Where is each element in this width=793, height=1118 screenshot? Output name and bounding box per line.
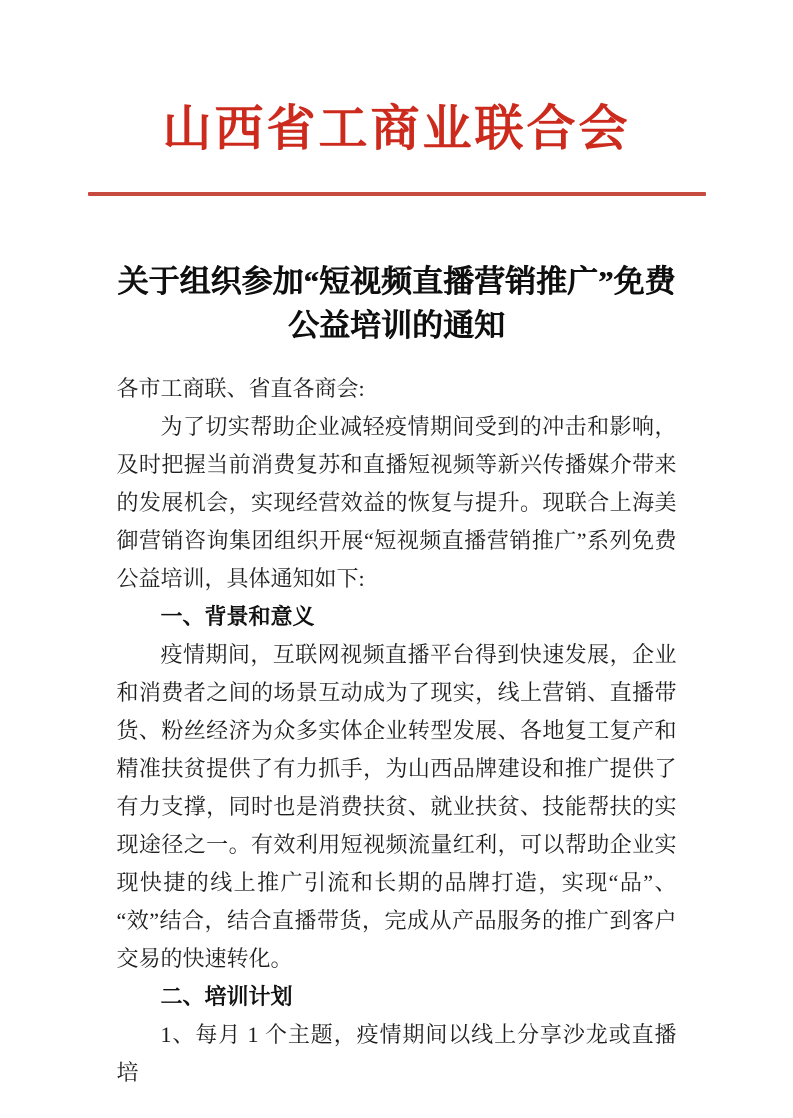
notice-title: [0, 260, 793, 348]
letterhead-org-name: 山西省工商业联合会: [162, 101, 631, 156]
salutation: 各市工商联、省直各商会:: [116, 376, 365, 402]
section-background-paragraph: 疫情期间，互联网视频直播平台得到快速发展，企业和消费者之间的场景互动成为了现实，线上营销、直播带货、粉丝经济为众多实体企业转型发展、各地复工复产和精准扶贫提供了有力抓手，为山西品牌建设和推广提供了有力支撑，同时也是消费扶贫、就业扶贫、技能帮扶的实现途径之一。有效利用短视频流量红利，可以帮助企业实现快捷的线上推广引流和长期的品牌打造，实现“品”、“效”结合，结合直播带货，完成从产品服务的推广到客户交易的快速转化。: [116, 642, 677, 972]
notice-title-line-1: 关于组织参加“短视频直播营销推广”免费: [117, 264, 676, 300]
section-training-plan-paragraph: 1、每月 1 个主题，疫情期间以线上分享沙龙或直播培: [116, 1022, 677, 1086]
letterhead-divider-rule: [88, 192, 706, 196]
section-heading-training-plan: 二、培训计划: [160, 984, 293, 1010]
intro-paragraph: 为了切实帮助企业减轻疫情期间受到的冲击和影响，及时把握当前消费复苏和直播短视频等新兴传播媒介带来的发展机会，实现经营效益的恢复与提升。现联合上海美御营销咨询集团组织开展“短视频直播营销推广”系列免费公益培训，具体通知如下:: [116, 414, 677, 592]
notice-title-line-2: 公益培训的通知: [288, 308, 505, 344]
section-heading-background: 一、背景和意义: [160, 604, 315, 630]
notice-body: [117, 370, 677, 1092]
